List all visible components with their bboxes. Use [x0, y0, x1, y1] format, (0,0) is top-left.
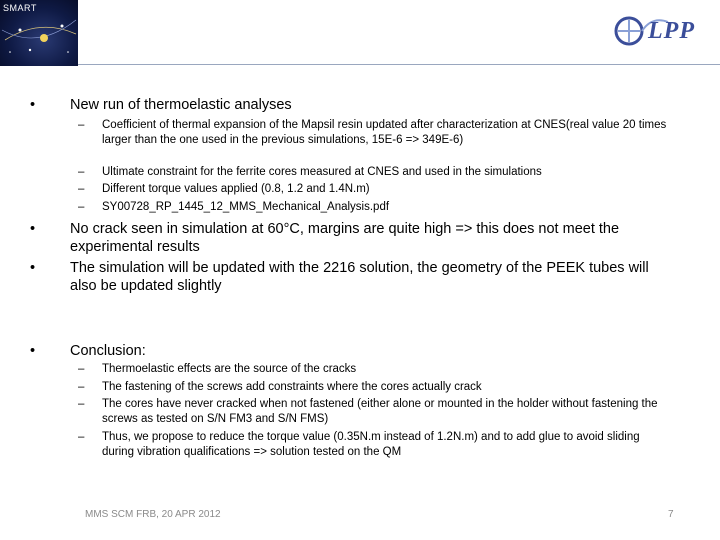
satellite-orbit-icon [0, 0, 78, 66]
sub-text: Thermoelastic effects are the source of the cracks [102, 363, 357, 375]
smart-logo-text: SMART [3, 3, 37, 13]
bullet-symbol: • [30, 97, 36, 113]
sub-text: Different torque values applied (0.8, 1.2 and 1.4N.m) [102, 183, 370, 195]
header-divider [78, 64, 720, 65]
lpp-logo-text: LPP [648, 18, 695, 44]
bullet-symbol: • [30, 260, 36, 276]
bullet-text: New run of thermoelastic analyses [70, 97, 292, 113]
sub-symbol: – [78, 398, 85, 410]
sub-symbol: – [78, 363, 85, 375]
sub-text: The cores have never cracked when not fastened (either alone or mounted in the holder without fastening the screws as tested on S/N FM3 and S/N FMS) [102, 398, 658, 425]
sub-symbol: – [78, 166, 85, 178]
page-number: 7 [668, 509, 674, 520]
sub-text: Thus, we propose to reduce the torque value (0.35N.m instead of 1.2N.m) and to add glue to avoid sliding during vibration qualifications => solution tested on the QM [102, 431, 640, 458]
sub-symbol: – [78, 119, 85, 131]
sub-text: Ultimate constraint for the ferrite cores measured at CNES and used in the simulations [102, 166, 542, 178]
bullet-symbol: • [30, 221, 36, 237]
bullet-symbol: • [30, 343, 36, 359]
sub-symbol: – [78, 431, 85, 443]
bullet-text: The simulation will be updated with the 2216 solution, the geometry of the PEEK tubes will also be updated slightly [70, 260, 649, 294]
lpp-logo [612, 14, 708, 48]
sub-symbol: – [78, 381, 85, 393]
smart-logo [0, 0, 78, 66]
sub-text: SY00728_RP_1445_12_MMS_Mechanical_Analysis.pdf [102, 201, 390, 213]
bullet-text: Conclusion: [70, 343, 146, 359]
sub-text: Coefficient of thermal expansion of the Mapsil resin updated after characterization at CNES(real value 20 times larger than the one used in the previous simulations, 15E-6 => 349E-6) [102, 119, 667, 146]
bullet-text: No crack seen in simulation at 60°C, margins are quite high => this does not meet the experimental results [70, 221, 620, 255]
footer-date: MMS SCM FRB, 20 APR 2012 [85, 509, 221, 520]
sub-symbol: – [78, 183, 85, 195]
sub-symbol: – [78, 201, 85, 213]
sub-text: The fastening of the screws add constraints where the cores actually crack [102, 381, 482, 393]
